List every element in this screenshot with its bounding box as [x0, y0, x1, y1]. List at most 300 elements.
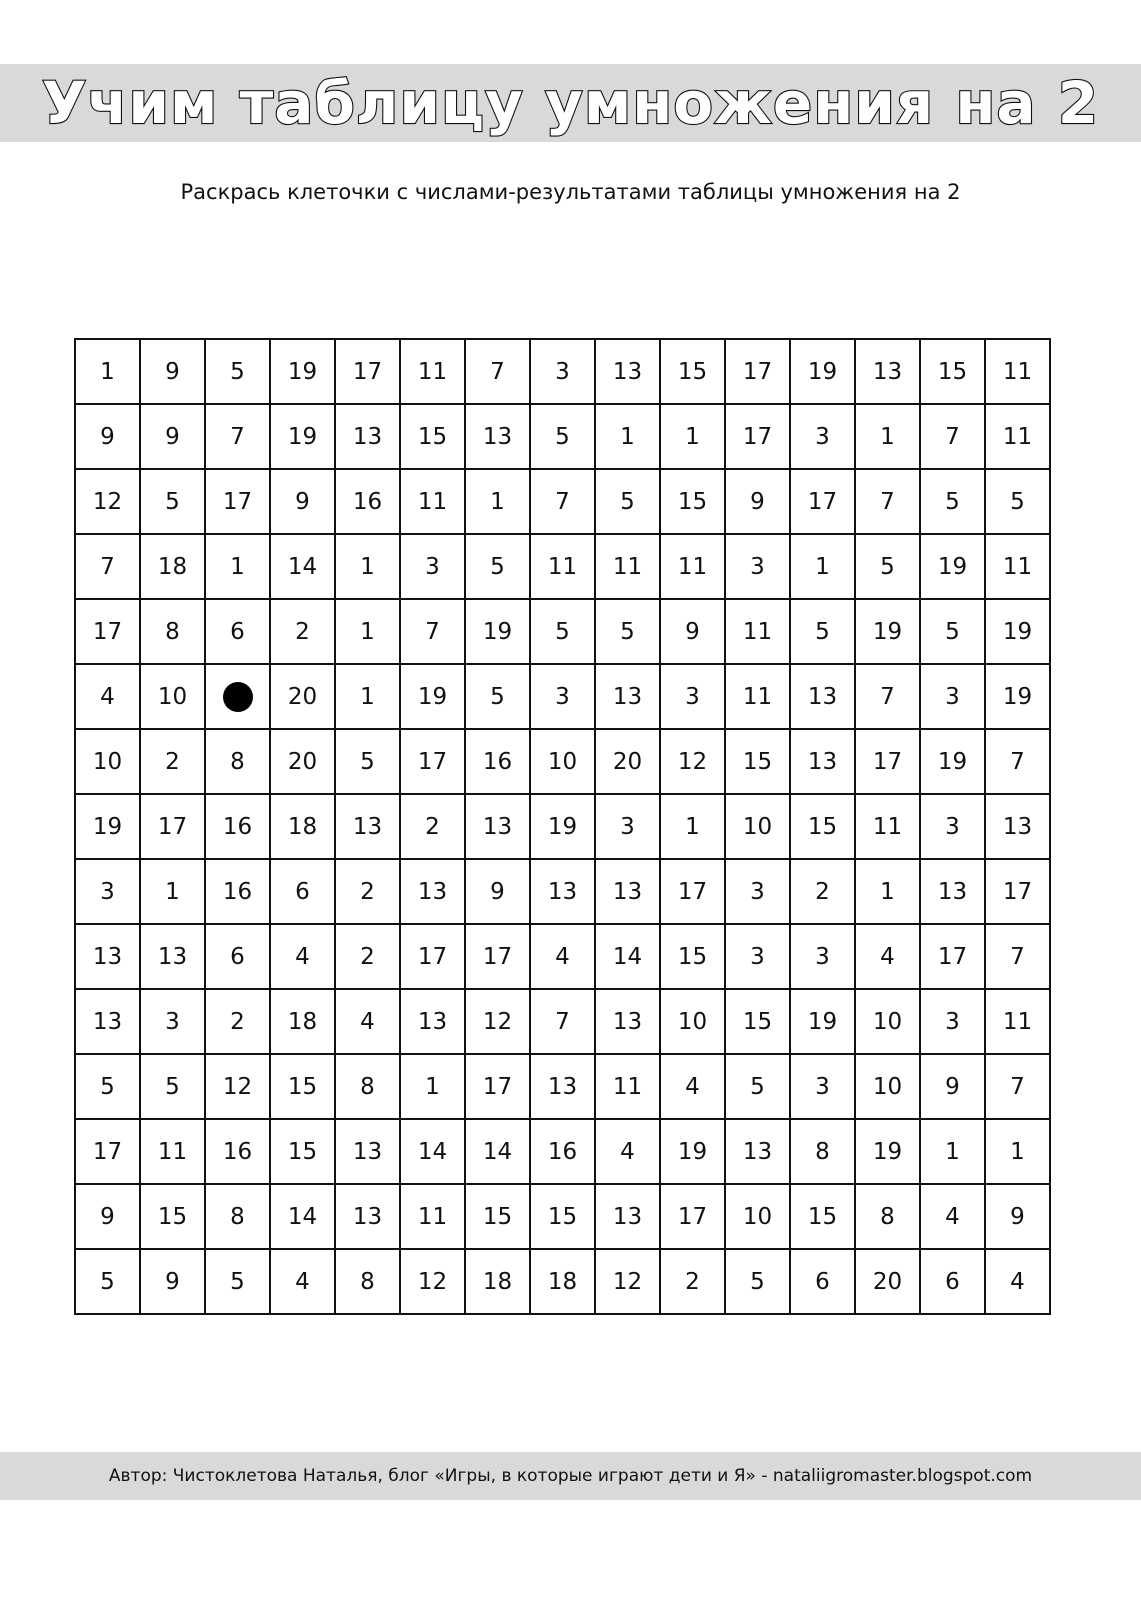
cell-number: 13	[482, 813, 513, 840]
grid-cell[interactable]	[335, 599, 400, 664]
grid-cell[interactable]	[985, 339, 1050, 404]
cell-number: 20	[287, 683, 318, 710]
grid-cell[interactable]	[75, 599, 140, 664]
cell-number: 18	[157, 553, 188, 580]
grid-cell[interactable]	[725, 404, 790, 469]
grid-cell[interactable]	[855, 1119, 920, 1184]
grid-cell[interactable]	[270, 924, 335, 989]
grid-cell[interactable]	[400, 664, 465, 729]
grid-cell[interactable]	[465, 1119, 530, 1184]
cell-number: 13	[612, 1008, 643, 1035]
cell-number: 9	[165, 423, 180, 450]
grid-cell[interactable]	[75, 664, 140, 729]
grid-cell[interactable]	[985, 924, 1050, 989]
cell-number: 20	[872, 1268, 903, 1295]
grid-cell[interactable]	[400, 989, 465, 1054]
cell-number: 10	[547, 748, 578, 775]
grid-cell[interactable]	[465, 339, 530, 404]
cell-number: 1	[490, 488, 505, 515]
grid-cell[interactable]	[595, 729, 660, 794]
grid-cell[interactable]	[530, 534, 595, 599]
grid-cell[interactable]	[790, 794, 855, 859]
grid-cell[interactable]	[335, 729, 400, 794]
grid-cell[interactable]	[920, 859, 985, 924]
grid-cell[interactable]	[270, 1054, 335, 1119]
grid-row	[75, 339, 1050, 404]
grid-cell[interactable]	[660, 534, 725, 599]
grid-cell[interactable]	[790, 924, 855, 989]
grid-cell[interactable]	[855, 924, 920, 989]
grid-row	[75, 404, 1050, 469]
grid-cell[interactable]	[985, 404, 1050, 469]
grid-cell[interactable]	[75, 469, 140, 534]
grid-cell[interactable]	[790, 1184, 855, 1249]
grid-cell[interactable]	[270, 664, 335, 729]
grid-cell[interactable]	[530, 469, 595, 534]
grid-cell[interactable]	[855, 989, 920, 1054]
grid-cell[interactable]	[75, 989, 140, 1054]
grid-cell[interactable]	[335, 1054, 400, 1119]
grid-cell[interactable]	[920, 534, 985, 599]
grid-cell[interactable]	[465, 1249, 530, 1314]
grid-cell[interactable]	[270, 534, 335, 599]
grid-cell[interactable]	[140, 1119, 205, 1184]
grid-cell[interactable]	[790, 469, 855, 534]
cell-number: 3	[425, 553, 440, 580]
grid-cell[interactable]	[75, 1119, 140, 1184]
grid-cell[interactable]	[75, 1249, 140, 1314]
grid-cell[interactable]	[855, 534, 920, 599]
grid-cell[interactable]	[855, 664, 920, 729]
grid-cell[interactable]	[530, 599, 595, 664]
grid-cell[interactable]	[725, 339, 790, 404]
grid-cell[interactable]	[205, 1184, 270, 1249]
grid-cell[interactable]	[595, 989, 660, 1054]
grid-cell[interactable]	[855, 599, 920, 664]
grid-cell[interactable]	[75, 924, 140, 989]
cell-number: 8	[360, 1073, 375, 1100]
grid-cell[interactable]	[205, 404, 270, 469]
cell-number: 7	[1010, 943, 1025, 970]
grid-cell[interactable]	[75, 729, 140, 794]
grid-cell[interactable]	[400, 859, 465, 924]
grid-cell[interactable]	[920, 924, 985, 989]
grid-cell[interactable]	[400, 339, 465, 404]
grid-cell[interactable]	[530, 664, 595, 729]
grid-cell[interactable]	[530, 729, 595, 794]
cell-number: 11	[157, 1138, 188, 1165]
cell-number: 17	[872, 748, 903, 775]
cell-number: 5	[880, 553, 895, 580]
grid-cell[interactable]	[725, 599, 790, 664]
grid-cell[interactable]	[335, 924, 400, 989]
grid-cell[interactable]	[140, 989, 205, 1054]
grid-cell[interactable]	[335, 534, 400, 599]
grid-cell[interactable]	[920, 469, 985, 534]
cell-number: 7	[945, 423, 960, 450]
grid-cell[interactable]	[400, 924, 465, 989]
grid-cell[interactable]	[400, 404, 465, 469]
grid-cell[interactable]	[400, 794, 465, 859]
grid-cell[interactable]	[400, 1249, 465, 1314]
grid-cell[interactable]	[75, 1054, 140, 1119]
cell-number: 8	[230, 748, 245, 775]
grid-cell[interactable]	[465, 469, 530, 534]
grid-cell[interactable]	[465, 859, 530, 924]
grid-cell[interactable]	[140, 469, 205, 534]
grid-cell[interactable]	[530, 989, 595, 1054]
cell-number: 2	[685, 1268, 700, 1295]
grid-cell[interactable]	[790, 1054, 855, 1119]
grid-cell[interactable]	[725, 1184, 790, 1249]
cell-number: 1	[880, 878, 895, 905]
grid-cell[interactable]	[205, 729, 270, 794]
grid-cell[interactable]	[855, 1249, 920, 1314]
grid-cell[interactable]	[920, 1249, 985, 1314]
grid-cell[interactable]	[595, 339, 660, 404]
grid-cell[interactable]	[400, 599, 465, 664]
grid-cell[interactable]	[335, 794, 400, 859]
grid-cell[interactable]	[985, 664, 1050, 729]
cell-number: 5	[490, 553, 505, 580]
grid-cell[interactable]	[335, 989, 400, 1054]
grid-cell[interactable]	[725, 534, 790, 599]
cell-number: 11	[677, 553, 708, 580]
grid-cell[interactable]	[920, 404, 985, 469]
grid-cell[interactable]	[75, 1184, 140, 1249]
grid-cell[interactable]	[790, 729, 855, 794]
grid-cell[interactable]	[205, 599, 270, 664]
cell-number: 12	[482, 1008, 513, 1035]
grid-cell[interactable]	[205, 1119, 270, 1184]
grid-cell[interactable]	[855, 404, 920, 469]
cell-number: 19	[872, 618, 903, 645]
grid-cell[interactable]	[335, 1249, 400, 1314]
grid-cell[interactable]	[595, 1184, 660, 1249]
grid-cell[interactable]	[205, 1054, 270, 1119]
grid-cell[interactable]	[595, 794, 660, 859]
grid-cell[interactable]	[140, 404, 205, 469]
grid-cell[interactable]	[790, 1249, 855, 1314]
grid-cell[interactable]	[75, 794, 140, 859]
cell-number: 13	[352, 423, 383, 450]
cell-number: 1	[165, 878, 180, 905]
grid-cell[interactable]	[270, 404, 335, 469]
cell-number: 11	[547, 553, 578, 580]
grid-cell[interactable]	[920, 339, 985, 404]
grid-cell[interactable]	[270, 729, 335, 794]
grid-cell[interactable]	[790, 1119, 855, 1184]
cell-number: 19	[287, 358, 318, 385]
grid-cell[interactable]	[530, 794, 595, 859]
cell-number: 19	[937, 553, 968, 580]
cell-number: 17	[677, 878, 708, 905]
grid-cell[interactable]	[465, 924, 530, 989]
grid-cell[interactable]	[660, 859, 725, 924]
grid-cell[interactable]	[660, 599, 725, 664]
grid-cell[interactable]	[660, 794, 725, 859]
grid-cell[interactable]	[920, 664, 985, 729]
grid-cell[interactable]	[985, 1054, 1050, 1119]
cell-number: 19	[1002, 618, 1033, 645]
grid-cell[interactable]	[205, 989, 270, 1054]
grid-cell[interactable]	[725, 794, 790, 859]
grid-cell[interactable]	[335, 469, 400, 534]
grid-cell[interactable]	[595, 1249, 660, 1314]
grid-cell[interactable]	[530, 859, 595, 924]
grid-cell[interactable]	[855, 729, 920, 794]
grid-cell[interactable]	[985, 1184, 1050, 1249]
grid-cell[interactable]	[790, 599, 855, 664]
grid-cell[interactable]	[270, 1249, 335, 1314]
grid-cell[interactable]	[725, 989, 790, 1054]
grid-cell[interactable]	[140, 924, 205, 989]
cell-number: 15	[677, 943, 708, 970]
grid-cell[interactable]	[920, 1119, 985, 1184]
grid-cell[interactable]	[140, 1054, 205, 1119]
grid-cell[interactable]	[855, 1184, 920, 1249]
grid-row	[75, 989, 1050, 1054]
grid-cell[interactable]	[335, 664, 400, 729]
grid-cell[interactable]	[595, 664, 660, 729]
cell-number: 5	[165, 488, 180, 515]
grid-cell[interactable]	[335, 339, 400, 404]
cell-number: 13	[352, 813, 383, 840]
grid-cell[interactable]	[660, 1249, 725, 1314]
cell-number: 17	[417, 943, 448, 970]
grid-cell[interactable]	[205, 469, 270, 534]
cell-number: 18	[547, 1268, 578, 1295]
grid-cell[interactable]	[660, 1184, 725, 1249]
grid-cell[interactable]	[400, 1119, 465, 1184]
grid-row	[75, 794, 1050, 859]
grid-cell[interactable]	[985, 794, 1050, 859]
grid-cell[interactable]	[660, 664, 725, 729]
grid-cell[interactable]	[595, 924, 660, 989]
grid-cell[interactable]	[75, 404, 140, 469]
grid-cell[interactable]	[725, 469, 790, 534]
grid-cell[interactable]	[790, 404, 855, 469]
grid-cell[interactable]	[530, 1119, 595, 1184]
grid-cell[interactable]	[465, 599, 530, 664]
grid-cell[interactable]	[465, 534, 530, 599]
grid-cell[interactable]	[790, 339, 855, 404]
grid-cell[interactable]	[920, 1054, 985, 1119]
grid-cell[interactable]	[75, 534, 140, 599]
grid-cell[interactable]	[140, 664, 205, 729]
cell-number: 12	[417, 1268, 448, 1295]
cell-number: 9	[165, 358, 180, 385]
cell-number: 3	[620, 813, 635, 840]
grid-cell[interactable]	[985, 1249, 1050, 1314]
grid-row	[75, 1054, 1050, 1119]
cell-number: 16	[482, 748, 513, 775]
cell-number: 9	[100, 423, 115, 450]
cell-number: 4	[100, 683, 115, 710]
grid-cell[interactable]	[855, 1054, 920, 1119]
grid-cell[interactable]	[75, 339, 140, 404]
cell-number: 17	[417, 748, 448, 775]
cell-number: 19	[1002, 683, 1033, 710]
cell-number: 4	[295, 1268, 310, 1295]
cell-number: 13	[742, 1138, 773, 1165]
grid-cell[interactable]	[465, 794, 530, 859]
cell-number: 15	[677, 358, 708, 385]
grid-cell[interactable]	[595, 859, 660, 924]
grid-cell[interactable]	[660, 729, 725, 794]
grid-cell[interactable]	[205, 1249, 270, 1314]
grid-cell[interactable]	[400, 534, 465, 599]
cell-number: 17	[742, 358, 773, 385]
grid-cell[interactable]	[920, 1184, 985, 1249]
grid-cell[interactable]	[985, 1119, 1050, 1184]
grid-cell[interactable]	[465, 729, 530, 794]
grid-cell[interactable]	[985, 729, 1050, 794]
cell-number: 13	[352, 1138, 383, 1165]
cell-number: 2	[360, 878, 375, 905]
grid-cell[interactable]	[140, 599, 205, 664]
grid-cell[interactable]	[270, 989, 335, 1054]
grid-cell[interactable]	[790, 859, 855, 924]
grid-cell[interactable]	[660, 339, 725, 404]
grid-cell[interactable]	[855, 794, 920, 859]
grid-cell[interactable]	[400, 1184, 465, 1249]
grid-cell[interactable]	[595, 1119, 660, 1184]
grid-cell[interactable]	[270, 794, 335, 859]
grid-cell[interactable]	[205, 664, 270, 729]
grid-cell[interactable]	[335, 859, 400, 924]
grid-cell[interactable]	[855, 339, 920, 404]
grid-cell[interactable]	[920, 599, 985, 664]
grid-cell[interactable]	[660, 989, 725, 1054]
grid-cell[interactable]	[205, 924, 270, 989]
grid-cell[interactable]	[660, 1119, 725, 1184]
grid-cell[interactable]	[725, 859, 790, 924]
grid-cell[interactable]	[595, 599, 660, 664]
cell-number: 9	[165, 1268, 180, 1295]
grid-cell[interactable]	[530, 1184, 595, 1249]
grid-cell[interactable]	[985, 599, 1050, 664]
grid-cell[interactable]	[205, 859, 270, 924]
cell-number: 1	[685, 813, 700, 840]
cell-number: 5	[100, 1268, 115, 1295]
cell-number: 1	[360, 618, 375, 645]
grid-cell[interactable]	[140, 1184, 205, 1249]
grid-cell[interactable]	[400, 729, 465, 794]
grid-cell[interactable]	[400, 1054, 465, 1119]
cell-number: 19	[807, 358, 838, 385]
grid-cell[interactable]	[595, 534, 660, 599]
grid-cell[interactable]	[920, 794, 985, 859]
cell-number: 8	[815, 1138, 830, 1165]
cell-number: 13	[547, 1073, 578, 1100]
grid-cell[interactable]	[335, 404, 400, 469]
grid-cell[interactable]	[790, 989, 855, 1054]
grid-cell[interactable]	[465, 1184, 530, 1249]
grid-cell[interactable]	[985, 534, 1050, 599]
cell-number: 7	[230, 423, 245, 450]
grid-cell[interactable]	[985, 989, 1050, 1054]
cell-number: 16	[222, 813, 253, 840]
grid-cell[interactable]	[855, 859, 920, 924]
grid-cell[interactable]	[985, 859, 1050, 924]
grid-cell[interactable]	[465, 1054, 530, 1119]
grid-cell[interactable]	[465, 404, 530, 469]
grid-cell[interactable]	[725, 729, 790, 794]
grid-cell[interactable]	[660, 469, 725, 534]
grid-cell[interactable]	[140, 339, 205, 404]
grid-cell[interactable]	[725, 924, 790, 989]
grid-cell[interactable]	[270, 469, 335, 534]
grid-cell[interactable]	[75, 859, 140, 924]
grid-cell[interactable]	[465, 664, 530, 729]
cell-number: 13	[612, 358, 643, 385]
cell-number: 3	[815, 1073, 830, 1100]
grid-cell[interactable]	[595, 404, 660, 469]
cell-number: 13	[1002, 813, 1033, 840]
grid-cell[interactable]	[725, 1054, 790, 1119]
grid-cell[interactable]	[140, 534, 205, 599]
grid-cell[interactable]	[270, 859, 335, 924]
grid-cell[interactable]	[530, 924, 595, 989]
grid-cell[interactable]	[725, 1249, 790, 1314]
grid-cell[interactable]	[920, 989, 985, 1054]
cell-number: 15	[937, 358, 968, 385]
grid-cell[interactable]	[725, 664, 790, 729]
grid-cell[interactable]	[335, 1184, 400, 1249]
grid-row	[75, 924, 1050, 989]
grid-cell[interactable]	[140, 859, 205, 924]
grid-cell[interactable]	[530, 1054, 595, 1119]
grid-cell[interactable]	[595, 1054, 660, 1119]
cell-number: 17	[92, 618, 123, 645]
grid-cell[interactable]	[595, 469, 660, 534]
grid-cell[interactable]	[530, 404, 595, 469]
cell-number: 17	[742, 423, 773, 450]
grid-cell[interactable]	[270, 599, 335, 664]
grid-cell[interactable]	[400, 469, 465, 534]
grid-cell[interactable]	[920, 729, 985, 794]
grid-cell[interactable]	[205, 339, 270, 404]
grid-cell[interactable]	[205, 794, 270, 859]
grid-cell[interactable]	[205, 534, 270, 599]
grid-cell[interactable]	[530, 1249, 595, 1314]
cell-number: 8	[230, 1203, 245, 1230]
grid-cell[interactable]	[725, 1119, 790, 1184]
grid-cell[interactable]	[140, 1249, 205, 1314]
grid-cell[interactable]	[660, 1054, 725, 1119]
cell-number: 1	[815, 553, 830, 580]
grid-cell[interactable]	[270, 1184, 335, 1249]
grid-cell[interactable]	[660, 404, 725, 469]
dot-marker	[223, 682, 253, 712]
grid-cell[interactable]	[660, 924, 725, 989]
grid-cell[interactable]	[335, 1119, 400, 1184]
grid-cell[interactable]	[140, 729, 205, 794]
grid-cell[interactable]	[530, 339, 595, 404]
grid-cell[interactable]	[985, 469, 1050, 534]
grid-cell[interactable]	[790, 534, 855, 599]
cell-number: 3	[165, 1008, 180, 1035]
grid-cell[interactable]	[465, 989, 530, 1054]
grid-cell[interactable]	[270, 339, 335, 404]
grid-cell[interactable]	[790, 664, 855, 729]
cell-number: 1	[945, 1138, 960, 1165]
grid-cell[interactable]	[140, 794, 205, 859]
cell-number: 14	[287, 553, 318, 580]
grid-cell[interactable]	[270, 1119, 335, 1184]
grid-cell[interactable]	[855, 469, 920, 534]
